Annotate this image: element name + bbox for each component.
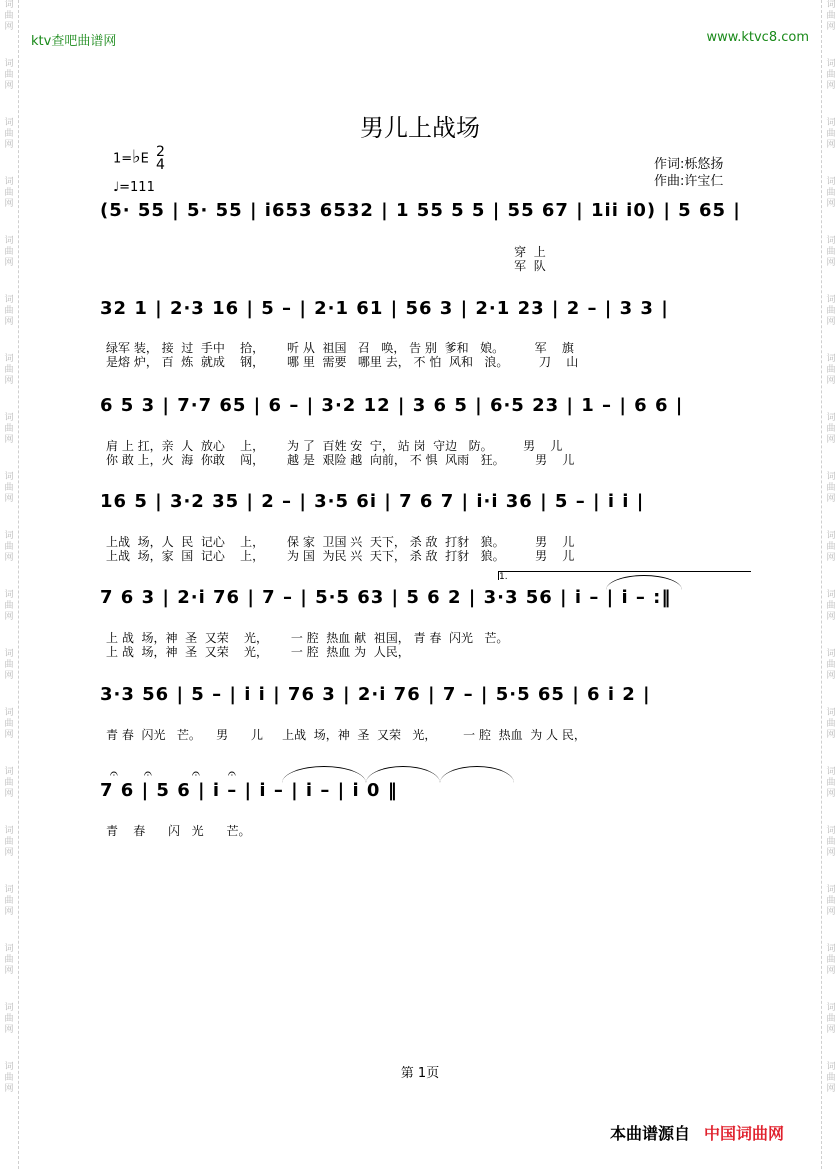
watermark-glyph: 曲 bbox=[826, 129, 836, 139]
lyric-line-4b: 上战 场，家 国 记心 上， 为 国 为民 兴 天下， 杀 敌 打豺 狼。 男 儿 bbox=[106, 549, 575, 563]
score-line-5: 7 6 3 | 2·i 76 | 7 – | 5·5 63 | 5 6 2 | 3·3 56 | i – | i – :‖ bbox=[100, 587, 672, 608]
watermark-glyph: 词 bbox=[826, 767, 836, 777]
watermark-glyph: 词 bbox=[4, 1062, 14, 1072]
watermark-gap bbox=[822, 623, 840, 649]
watermark-gap bbox=[0, 446, 18, 472]
watermark-gap bbox=[822, 859, 840, 885]
right-watermark-column bbox=[821, 0, 840, 1169]
watermark-glyph: 网 bbox=[826, 789, 836, 799]
watermark-glyph: 词 bbox=[4, 472, 14, 482]
watermark-glyph: 曲 bbox=[826, 660, 836, 670]
watermark-glyph: 曲 bbox=[4, 896, 14, 906]
watermark-glyph: 网 bbox=[4, 612, 14, 622]
lyric-line-4a: 上战 场，人 民 记心 上， 保 家 卫国 兴 天下， 杀 敌 打豺 狼。 男 儿 bbox=[106, 535, 575, 549]
watermark-glyph: 网 bbox=[826, 258, 836, 268]
watermark-glyph: 曲 bbox=[826, 837, 836, 847]
lyricist: 作词:栎悠扬 bbox=[654, 157, 724, 172]
watermark-gap bbox=[0, 505, 18, 531]
song-title: 男儿上战场 bbox=[360, 114, 480, 142]
watermark-gap bbox=[822, 741, 840, 767]
watermark-glyph: 曲 bbox=[4, 70, 14, 80]
lyric-line-7a: 青 春 闪 光 芒。 bbox=[106, 824, 251, 838]
fermata-icon: 𝄐 bbox=[144, 766, 152, 782]
watermark-glyph: 曲 bbox=[826, 70, 836, 80]
score-line-4: 16 5 | 3·2 35 | 2 – | 3·5 6i | 7 6 7 | i·i 36 | 5 – | i i | bbox=[100, 491, 645, 512]
watermark-glyph: 曲 bbox=[4, 1014, 14, 1024]
watermark-glyph: 词 bbox=[4, 177, 14, 187]
watermark-glyph: 词 bbox=[826, 885, 836, 895]
watermark-glyph: 曲 bbox=[4, 247, 14, 257]
watermark-glyph: 词 bbox=[4, 236, 14, 246]
watermark-gap bbox=[0, 800, 18, 826]
watermark-glyph: 曲 bbox=[4, 660, 14, 670]
watermark-glyph: 网 bbox=[4, 730, 14, 740]
watermark-glyph: 曲 bbox=[4, 542, 14, 552]
watermark-glyph: 曲 bbox=[826, 483, 836, 493]
watermark-glyph: 网 bbox=[826, 435, 836, 445]
watermark-glyph: 曲 bbox=[826, 955, 836, 965]
score-line-3: 6 5 3 | 7·7 65 | 6 – | 3·2 12 | 3 6 5 | 6·5 23 | 1 – | 6 6 | bbox=[100, 395, 684, 416]
watermark-glyph: 网 bbox=[826, 199, 836, 209]
watermark-gap bbox=[822, 328, 840, 354]
watermark-glyph: 网 bbox=[4, 435, 14, 445]
watermark-glyph: 词 bbox=[4, 708, 14, 718]
watermark-glyph: 曲 bbox=[826, 778, 836, 788]
watermark-glyph: 曲 bbox=[4, 11, 14, 21]
watermark-gap bbox=[0, 682, 18, 708]
header-site-name[interactable]: ktv查吧曲谱网 bbox=[31, 34, 117, 49]
watermark-gap bbox=[0, 564, 18, 590]
watermark-gap bbox=[0, 387, 18, 413]
watermark-glyph: 词 bbox=[826, 1003, 836, 1013]
watermark-glyph: 词 bbox=[4, 413, 14, 423]
watermark-gap bbox=[822, 387, 840, 413]
watermark-glyph: 曲 bbox=[826, 188, 836, 198]
watermark-glyph: 词 bbox=[4, 767, 14, 777]
watermark-glyph: 词 bbox=[826, 236, 836, 246]
watermark-glyph: 词 bbox=[826, 295, 836, 305]
watermark-glyph: 曲 bbox=[4, 188, 14, 198]
watermark-glyph: 网 bbox=[826, 671, 836, 681]
score-line-2: 32 1 | 2·3 16 | 5 – | 2·1 61 | 56 3 | 2·1 23 | 2 – | 3 3 | bbox=[100, 298, 669, 319]
watermark-glyph: 曲 bbox=[826, 365, 836, 375]
watermark-gap bbox=[822, 210, 840, 236]
watermark-glyph: 曲 bbox=[826, 306, 836, 316]
fermata-icon: 𝄐 bbox=[192, 766, 200, 782]
watermark-gap bbox=[822, 682, 840, 708]
watermark-glyph: 网 bbox=[826, 81, 836, 91]
watermark-gap bbox=[822, 800, 840, 826]
watermark-glyph: 网 bbox=[4, 966, 14, 976]
lyric-line-5b: 上 战 场，神 圣 又荣 光， 一 腔 热血 为 人民， bbox=[106, 645, 513, 659]
score-line-6: 3·3 56 | 5 – | i i | 76 3 | 2·i 76 | 7 – | 5·5 65 | 6 i 2 | bbox=[100, 684, 651, 705]
watermark-glyph: 网 bbox=[826, 494, 836, 504]
watermark-glyph: 网 bbox=[4, 671, 14, 681]
watermark-glyph: 词 bbox=[4, 944, 14, 954]
watermark-glyph: 词 bbox=[826, 177, 836, 187]
lyric-line-2a: 绿军 装， 接 过 手中 拾， 听 从 祖国 召 唤， 告 别 爹和 娘。 军 旗 bbox=[106, 341, 574, 355]
watermark-glyph: 词 bbox=[4, 295, 14, 305]
watermark-glyph: 曲 bbox=[4, 955, 14, 965]
watermark-glyph: 网 bbox=[4, 199, 14, 209]
watermark-glyph: 词 bbox=[826, 413, 836, 423]
watermark-glyph: 网 bbox=[4, 494, 14, 504]
watermark-glyph: 网 bbox=[4, 1025, 14, 1035]
watermark-glyph: 曲 bbox=[826, 247, 836, 257]
watermark-glyph: 曲 bbox=[4, 837, 14, 847]
watermark-glyph: 网 bbox=[826, 612, 836, 622]
watermark-glyph: 词 bbox=[4, 118, 14, 128]
watermark-gap bbox=[0, 33, 18, 59]
lyric-line-3b: 你 敢 上，火 海 你敢 闯， 越 是 艰险 越 向前， 不 惧 风雨 狂。 男 儿 bbox=[106, 453, 575, 467]
watermark-glyph: 网 bbox=[826, 553, 836, 563]
watermark-glyph: 曲 bbox=[4, 778, 14, 788]
watermark-glyph: 词 bbox=[826, 826, 836, 836]
watermark-glyph: 曲 bbox=[4, 483, 14, 493]
lyric-line-5a: 上 战 场，神 圣 又荣 光， 一 腔 热血 献 祖国， 青 春 闪光 芒。 bbox=[106, 631, 509, 645]
watermark-gap bbox=[822, 33, 840, 59]
watermark-glyph: 曲 bbox=[826, 719, 836, 729]
watermark-glyph: 词 bbox=[4, 826, 14, 836]
watermark-glyph: 曲 bbox=[826, 896, 836, 906]
tempo-marking bbox=[113, 180, 155, 195]
watermark-glyph: 词 bbox=[826, 531, 836, 541]
watermark-glyph: 词 bbox=[826, 708, 836, 718]
watermark-glyph: 词 bbox=[4, 1003, 14, 1013]
lyric-line-2b: 是熔 炉， 百 炼 就成 钢， 哪 里 需要 哪里 去， 不 怕 风和 浪。 刀 山 bbox=[106, 355, 579, 369]
watermark-glyph: 网 bbox=[826, 907, 836, 917]
watermark-glyph: 网 bbox=[4, 140, 14, 150]
watermark-glyph: 曲 bbox=[4, 424, 14, 434]
watermark-gap bbox=[0, 741, 18, 767]
watermark-glyph: 网 bbox=[826, 730, 836, 740]
watermark-glyph: 曲 bbox=[4, 1073, 14, 1083]
watermark-glyph: 曲 bbox=[4, 365, 14, 375]
watermark-glyph: 曲 bbox=[4, 719, 14, 729]
watermark-gap bbox=[822, 977, 840, 1003]
watermark-glyph: 网 bbox=[826, 966, 836, 976]
watermark-glyph: 曲 bbox=[4, 129, 14, 139]
watermark-gap bbox=[822, 564, 840, 590]
lyric-line-6a: 青 春 闪光 芒。 男 儿 上战 场，神 圣 又荣 光， 一 腔 热血 为 人 民， bbox=[106, 728, 586, 742]
watermark-glyph: 词 bbox=[4, 531, 14, 541]
footer-source bbox=[610, 1121, 784, 1144]
watermark-glyph: 曲 bbox=[4, 601, 14, 611]
watermark-gap bbox=[822, 151, 840, 177]
watermark-glyph: 网 bbox=[4, 907, 14, 917]
watermark-gap bbox=[822, 269, 840, 295]
watermark-glyph: 词 bbox=[826, 944, 836, 954]
key-label: 1= bbox=[113, 151, 133, 167]
source-prefix: 本曲谱源自 bbox=[610, 1124, 691, 1143]
watermark-glyph: 词 bbox=[4, 590, 14, 600]
watermark-gap bbox=[0, 151, 18, 177]
score-line-1: (5· 55 | 5· 55 | i653 6532 | 1 55 5 5 | 55 67 | 1ii i0) | 5 65 | bbox=[100, 200, 741, 221]
key-letter: E bbox=[140, 151, 149, 167]
flat-sign: ♭ bbox=[132, 146, 141, 168]
watermark-glyph: 词 bbox=[4, 59, 14, 69]
watermark-glyph: 网 bbox=[826, 848, 836, 858]
watermark-glyph: 网 bbox=[826, 140, 836, 150]
watermark-glyph: 网 bbox=[826, 317, 836, 327]
source-site-link[interactable]: 中国词曲网 bbox=[704, 1124, 785, 1143]
watermark-glyph: 网 bbox=[4, 317, 14, 327]
time-top: 2 bbox=[156, 144, 165, 160]
fermata-icon: 𝄐 bbox=[110, 766, 118, 782]
watermark-glyph: 曲 bbox=[826, 1014, 836, 1024]
fermata-icon: 𝄐 bbox=[228, 766, 236, 782]
watermark-glyph: 网 bbox=[826, 1084, 836, 1094]
watermark-glyph: 网 bbox=[4, 22, 14, 32]
watermark-gap bbox=[0, 977, 18, 1003]
watermark-glyph: 曲 bbox=[826, 424, 836, 434]
lyric-line-1b: 军 队 bbox=[106, 259, 546, 273]
watermark-glyph: 曲 bbox=[826, 542, 836, 552]
time-bottom: 4 bbox=[156, 157, 165, 173]
watermark-gap bbox=[822, 1036, 840, 1062]
watermark-glyph: 曲 bbox=[826, 1073, 836, 1083]
watermark-glyph: 词 bbox=[826, 649, 836, 659]
watermark-glyph: 词 bbox=[4, 649, 14, 659]
watermark-gap bbox=[0, 1036, 18, 1062]
watermark-glyph: 网 bbox=[4, 258, 14, 268]
left-watermark-column bbox=[0, 0, 19, 1169]
watermark-gap bbox=[0, 918, 18, 944]
watermark-gap bbox=[822, 918, 840, 944]
watermark-gap bbox=[0, 269, 18, 295]
watermark-gap bbox=[0, 210, 18, 236]
watermark-glyph: 网 bbox=[826, 22, 836, 32]
watermark-glyph: 网 bbox=[4, 376, 14, 386]
quarter-note-icon: ♩ bbox=[113, 180, 120, 195]
watermark-glyph: 词 bbox=[826, 354, 836, 364]
watermark-gap bbox=[0, 623, 18, 649]
composer: 作曲:许宝仁 bbox=[654, 174, 724, 189]
watermark-glyph: 曲 bbox=[826, 11, 836, 21]
watermark-glyph: 曲 bbox=[4, 306, 14, 316]
lyric-line-1a: 穿 上 bbox=[106, 245, 546, 259]
watermark-glyph: 词 bbox=[826, 590, 836, 600]
score-line-7: 7 6 | 5 6 | i – | i – | i – | i 0 ‖ bbox=[100, 780, 398, 801]
volta-label: 1. bbox=[499, 572, 508, 582]
tempo-value: =111 bbox=[119, 180, 155, 195]
watermark-glyph: 网 bbox=[4, 848, 14, 858]
page-number: 第 1页 bbox=[400, 1066, 440, 1081]
watermark-gap bbox=[0, 859, 18, 885]
watermark-glyph: 网 bbox=[4, 81, 14, 91]
watermark-glyph: 词 bbox=[826, 118, 836, 128]
watermark-glyph: 词 bbox=[4, 354, 14, 364]
watermark-glyph: 网 bbox=[4, 553, 14, 563]
watermark-glyph: 网 bbox=[826, 376, 836, 386]
watermark-gap bbox=[822, 446, 840, 472]
watermark-gap bbox=[822, 1095, 840, 1121]
watermark-glyph: 网 bbox=[4, 789, 14, 799]
watermark-gap bbox=[0, 1095, 18, 1121]
tie-arc bbox=[440, 766, 514, 783]
watermark-gap bbox=[0, 328, 18, 354]
time-signature bbox=[156, 146, 165, 172]
watermark-glyph: 网 bbox=[4, 1084, 14, 1094]
watermark-gap bbox=[822, 505, 840, 531]
watermark-glyph: 词 bbox=[4, 0, 14, 10]
watermark-glyph: 曲 bbox=[826, 601, 836, 611]
watermark-glyph: 词 bbox=[826, 59, 836, 69]
watermark-glyph: 词 bbox=[826, 0, 836, 10]
header-site-url[interactable]: www.ktvc8.com bbox=[706, 30, 809, 45]
watermark-glyph: 词 bbox=[826, 472, 836, 482]
watermark-glyph: 词 bbox=[4, 885, 14, 895]
key-signature bbox=[113, 146, 165, 172]
lyric-line-3a: 肩 上 扛，亲 人 放心 上， 为 了 百姓 安 宁， 站 岗 守边 防。 男 儿 bbox=[106, 439, 563, 453]
watermark-glyph: 词 bbox=[826, 1062, 836, 1072]
watermark-glyph: 网 bbox=[826, 1025, 836, 1035]
